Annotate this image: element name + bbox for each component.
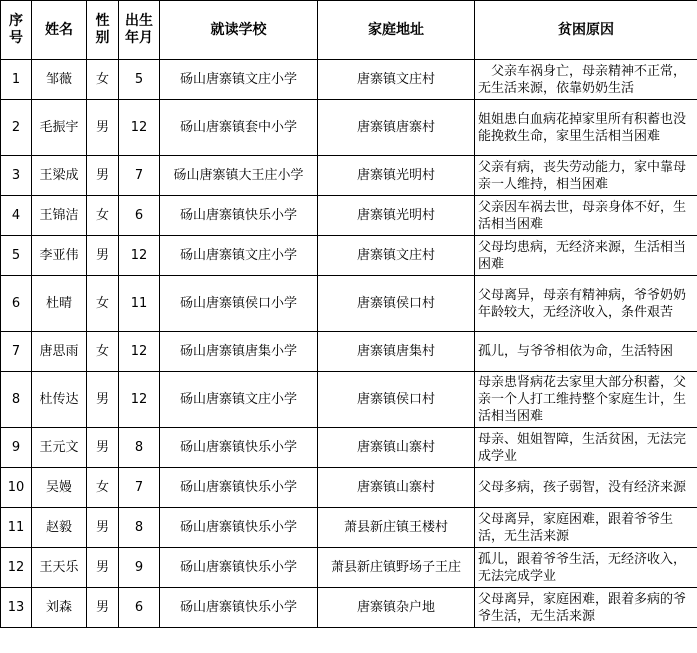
cell-name: 王天乐 (32, 548, 87, 588)
cell-reason: 父亲因车祸去世，母亲身体不好，生活相当困难 (475, 196, 697, 236)
cell-birth: 12 (119, 100, 160, 156)
cell-birth: 11 (119, 276, 160, 332)
cell-school: 砀山唐寨镇大王庄小学 (160, 156, 318, 196)
cell-gender: 男 (87, 548, 119, 588)
cell-no: 8 (1, 372, 32, 428)
cell-birth: 5 (119, 60, 160, 100)
cell-school: 砀山唐寨镇套中小学 (160, 100, 318, 156)
cell-address: 唐寨镇侯口村 (318, 372, 475, 428)
cell-school: 砀山唐寨镇快乐小学 (160, 548, 318, 588)
cell-address: 唐寨镇山寨村 (318, 468, 475, 508)
cell-reason: 姐姐患白血病花掉家里所有积蓄也没能挽救生命，家里生活相当困难 (475, 100, 697, 156)
cell-address: 萧县新庄镇王楼村 (318, 508, 475, 548)
cell-name: 王锦洁 (32, 196, 87, 236)
cell-no: 2 (1, 100, 32, 156)
header-school: 就读学校 (160, 1, 318, 60)
cell-name: 赵毅 (32, 508, 87, 548)
header-reason: 贫困原因 (475, 1, 697, 60)
cell-gender: 男 (87, 156, 119, 196)
cell-name: 王梁成 (32, 156, 87, 196)
cell-birth: 12 (119, 236, 160, 276)
table-row (1, 60, 697, 100)
cell-name: 唐思雨 (32, 332, 87, 372)
cell-name: 李亚伟 (32, 236, 87, 276)
cell-name: 刘森 (32, 588, 87, 628)
cell-address: 唐寨镇杂户地 (318, 588, 475, 628)
table-row (1, 196, 697, 236)
cell-gender: 女 (87, 468, 119, 508)
table-row (1, 428, 697, 468)
cell-reason: 母亲患肾病花去家里大部分积蓄，父亲一个人打工维持整个家庭生计，生活相当困难 (475, 372, 697, 428)
cell-address: 唐寨镇文庄村 (318, 236, 475, 276)
cell-gender: 男 (87, 372, 119, 428)
cell-reason: 孤儿，与爷爷相依为命，生活特困 (475, 332, 697, 372)
cell-birth: 6 (119, 588, 160, 628)
cell-no: 1 (1, 60, 32, 100)
cell-gender: 男 (87, 588, 119, 628)
table-row (1, 100, 697, 156)
cell-birth: 8 (119, 508, 160, 548)
cell-no: 9 (1, 428, 32, 468)
cell-reason: 孤儿，跟着爷爷生活，无经济收入，无法完成学业 (475, 548, 697, 588)
cell-address: 唐寨镇唐集村 (318, 332, 475, 372)
cell-address: 唐寨镇侯口村 (318, 276, 475, 332)
cell-gender: 男 (87, 428, 119, 468)
cell-school: 砀山唐寨镇快乐小学 (160, 508, 318, 548)
cell-address: 唐寨镇光明村 (318, 156, 475, 196)
cell-school: 砀山唐寨镇文庄小学 (160, 236, 318, 276)
cell-no: 4 (1, 196, 32, 236)
cell-school: 砀山唐寨镇唐集小学 (160, 332, 318, 372)
cell-school: 砀山唐寨镇快乐小学 (160, 196, 318, 236)
cell-reason: 母亲、姐姐智障，生活贫困，无法完成学业 (475, 428, 697, 468)
cell-reason: 父母离异，家庭困难，跟着多病的爷爷生活，无生活来源 (475, 588, 697, 628)
header-birth: 出生年月 (119, 1, 160, 60)
table-row (1, 508, 697, 548)
cell-birth: 6 (119, 196, 160, 236)
cell-reason: 父亲有病，丧失劳动能力，家中靠母亲一人维持，相当困难 (475, 156, 697, 196)
cell-no: 5 (1, 236, 32, 276)
cell-reason: 父亲车祸身亡，母亲精神不正常，无生活来源，依靠奶奶生活 (475, 60, 697, 100)
cell-gender: 女 (87, 196, 119, 236)
cell-no: 6 (1, 276, 32, 332)
cell-school: 砀山唐寨镇侯口小学 (160, 276, 318, 332)
cell-birth: 12 (119, 332, 160, 372)
cell-gender: 男 (87, 508, 119, 548)
cell-gender: 男 (87, 236, 119, 276)
cell-address: 唐寨镇光明村 (318, 196, 475, 236)
cell-no: 11 (1, 508, 32, 548)
cell-reason: 父母均患病，无经济来源，生活相当困难 (475, 236, 697, 276)
cell-no: 3 (1, 156, 32, 196)
cell-gender: 女 (87, 276, 119, 332)
header-name: 姓名 (32, 1, 87, 60)
cell-birth: 7 (119, 468, 160, 508)
cell-school: 砀山唐寨镇快乐小学 (160, 468, 318, 508)
cell-name: 王元文 (32, 428, 87, 468)
cell-reason: 父母离异，家庭困难，跟着爷爷生活，无生活来源 (475, 508, 697, 548)
cell-gender: 女 (87, 332, 119, 372)
cell-school: 砀山唐寨镇文庄小学 (160, 372, 318, 428)
cell-name: 邹薇 (32, 60, 87, 100)
cell-school: 砀山唐寨镇快乐小学 (160, 428, 318, 468)
table-row (1, 156, 697, 196)
cell-birth: 9 (119, 548, 160, 588)
cell-gender: 女 (87, 60, 119, 100)
cell-reason: 父母多病，孩子弱智，没有经济来源 (475, 468, 697, 508)
table-row (1, 468, 697, 508)
table-row (1, 372, 697, 428)
header-address: 家庭地址 (318, 1, 475, 60)
table-row (1, 236, 697, 276)
cell-name: 毛振宇 (32, 100, 87, 156)
cell-name: 杜传达 (32, 372, 87, 428)
cell-address: 唐寨镇唐寨村 (318, 100, 475, 156)
cell-gender: 男 (87, 100, 119, 156)
cell-no: 13 (1, 588, 32, 628)
cell-birth: 8 (119, 428, 160, 468)
header-row (1, 1, 697, 60)
cell-name: 吴嫚 (32, 468, 87, 508)
cell-no: 7 (1, 332, 32, 372)
cell-birth: 12 (119, 372, 160, 428)
cell-no: 12 (1, 548, 32, 588)
cell-address: 萧县新庄镇野场子王庄 (318, 548, 475, 588)
cell-no: 10 (1, 468, 32, 508)
table-row (1, 588, 697, 628)
cell-name: 杜晴 (32, 276, 87, 332)
header-gender: 性别 (87, 1, 119, 60)
cell-address: 唐寨镇文庄村 (318, 60, 475, 100)
table-row (1, 548, 697, 588)
cell-school: 砀山唐寨镇快乐小学 (160, 588, 318, 628)
cell-reason: 父母离异，母亲有精神病，爷爷奶奶年龄较大，无经济收入，条件艰苦 (475, 276, 697, 332)
header-no: 序号 (1, 1, 32, 60)
table-row (1, 276, 697, 332)
cell-school: 砀山唐寨镇文庄小学 (160, 60, 318, 100)
cell-address: 唐寨镇山寨村 (318, 428, 475, 468)
table-row (1, 332, 697, 372)
cell-birth: 7 (119, 156, 160, 196)
